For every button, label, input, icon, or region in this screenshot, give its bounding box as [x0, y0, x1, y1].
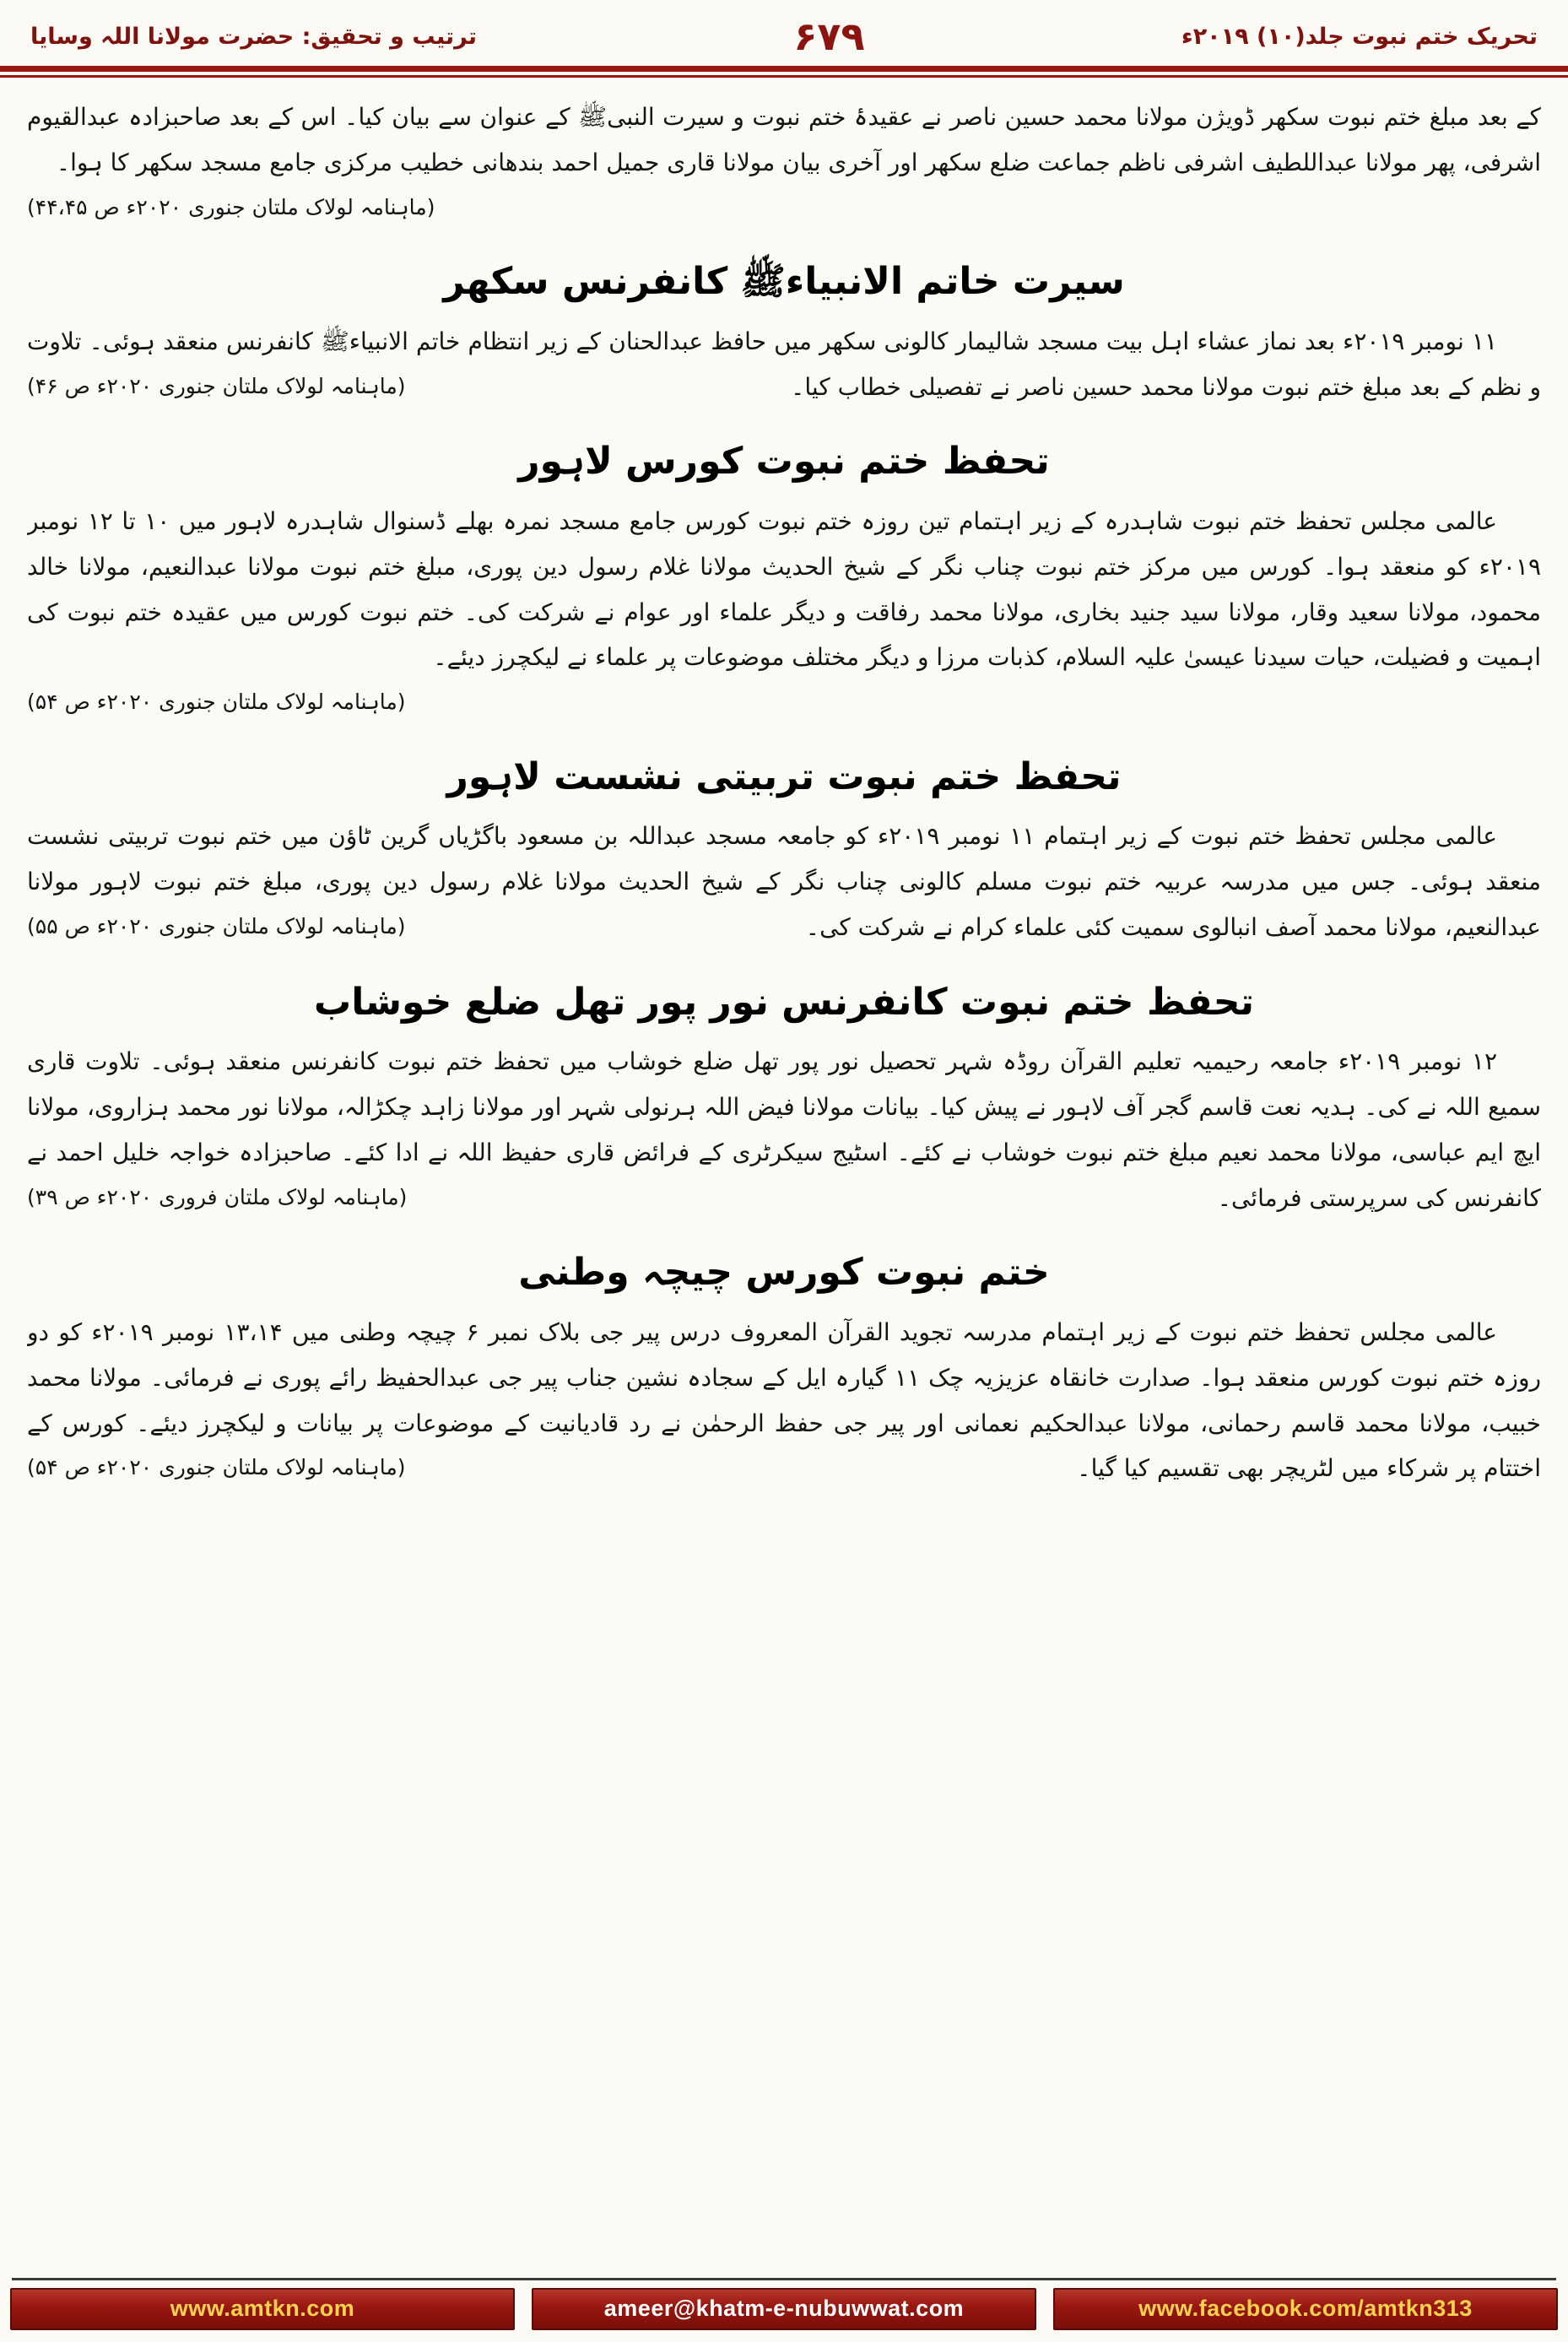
citation: (ماہنامہ لولاک ملتان جنوری ۲۰۲۰ء ص ۴۶): [27, 373, 406, 398]
paragraph: [27, 319, 1541, 410]
paragraph: [27, 1039, 1541, 1220]
paragraph: [27, 1310, 1541, 1491]
paragraph-text: کے بعد مبلغ ختم نبوت سکھر ڈویژن مولانا محمد حسین ناصر نے عقیدۂ ختم نبوت و سیرت النبیﷺ کے عنوان سے بیان کیا۔ اس کے بعد صاحبزادہ عبدالقیوم اشرفی، پھر مولانا عبداللطیف اشرفی ناظم جماعت ضلع سکھر اور آخری بیان مولانا قاری جمیل احمد بندھانی خطیب مرکزی جامع مسجد سکھر کا ہوا۔: [27, 103, 1541, 176]
paragraph: [27, 814, 1541, 949]
section-seerat-conference-sukkur: [27, 255, 1541, 409]
page-header: [0, 0, 1568, 62]
section-tarbiyati-nashist-lahore: [27, 750, 1541, 950]
footer-email-bar: ameer@khatm-e-nubuwwat.com: [532, 2288, 1036, 2330]
header-rule-thick: [0, 66, 1568, 72]
paragraph-text: عالمی مجلس تحفظ ختم نبوت کے زیر اہتمام ۱۱ نومبر ۲۰۱۹ء کو جامعہ مسجد عبداللہ بن مسعود باگڑیاں گرین ٹاؤن میں ختم نبوت تربیتی نشست منعقد ہوئی۔ جس میں مدرسہ عربیہ ختم نبوت مسلم کالونی چناب نگر کے شیخ الحدیث مولانا غلام رسول دین پوری، مبلغ ختم نبوت لاہور مولانا عبدالنعیم، مولانا محمد آصف انبالوی سمیت کئی علماء کرام نے شرکت کی۔: [27, 822, 1541, 941]
paragraph: [27, 499, 1541, 725]
page-footer: [0, 2278, 1568, 2342]
section-heading: تحفظ ختم نبوت کورس لاہور: [518, 440, 1050, 484]
footer-rule: [12, 2278, 1556, 2280]
section-heading: ختم نبوت کورس چیچہ وطنی: [518, 1251, 1050, 1295]
page-body: [0, 83, 1568, 2278]
footer-website-bar: www.amtkn.com: [10, 2288, 515, 2330]
header-volume-title: تحریک ختم نبوت جلد(۱۰) ۲۰۱۹ء: [1181, 23, 1538, 50]
section-heading: تحفظ ختم نبوت تربیتی نشست لاہور: [446, 755, 1122, 798]
header-editor-title: ترتیب و تحقیق: حضرت مولانا اللہ وسایا: [30, 23, 478, 50]
section-heading: سیرت خاتم الانبیاءﷺ کانفرنس سکھر: [443, 260, 1125, 303]
section-heading: تحفظ ختم نبوت کانفرنس نور پور تھل ضلع خوشاب: [314, 980, 1254, 1024]
section-course-chichawatni: [27, 1246, 1541, 1491]
citation: (ماہنامہ لولاک ملتان جنوری ۲۰۲۰ء ص ۵۵): [27, 913, 406, 938]
citation: (ماہنامہ لولاک ملتان جنوری ۲۰۲۰ء ص ۵۴): [27, 1455, 406, 1480]
paragraph-text: ۱۱ نومبر ۲۰۱۹ء بعد نماز عشاء اہل بیت مسجد شالیمار کالونی سکھر میں حافظ عبدالحنان کے زیر انتظام خاتم الانبیاءﷺ کانفرنس منعقد ہوئی۔ تلاوت و نظم کے بعد مبلغ ختم نبوت مولانا محمد حسین ناصر نے تفصیلی خطاب کیا۔: [27, 327, 1541, 401]
citation: (ماہنامہ لولاک ملتان فروری ۲۰۲۰ء ص ۳۹): [27, 1184, 408, 1209]
footer-bars: [10, 2288, 1558, 2330]
section-conference-khushab: [27, 976, 1541, 1221]
paragraph-text: عالمی مجلس تحفظ ختم نبوت کے زیر اہتمام مدرسہ تجوید القرآن المعروف درس پیر جی بلاک نمبر ۶ چیچہ وطنی میں ۱۳،۱۴ نومبر ۲۰۱۹ء کو دو روزہ ختم نبوت کورس منعقد ہوا۔ صدارت خانقاہ عزیزیہ چک ۱۱ گیارہ ایل کے سجادہ نشین جناب پیر جی عبدالحفیظ رائے پوری نے فرمائی۔ مولانا محمد خبیب، مولانا محمد قاسم رحمانی، مولانا عبدالحکیم نعمانی اور پیر جی حفظ الرحمٰن نے رد قادیانیت کے موضوعات پر بیانات و لیکچرز دیئے۔ کورس کے اختتام پر شرکاء میں لٹریچر بھی تقسیم کیا گیا۔: [27, 1318, 1541, 1483]
paragraph-text: عالمی مجلس تحفظ ختم نبوت شاہدرہ کے زیر اہتمام تین روزہ ختم نبوت کورس جامع مسجد نمرہ بھلے ڈسنوال شاہدرہ لاہور میں ۱۰ تا ۱۲ نومبر ۲۰۱۹ء کو منعقد ہوا۔ کورس میں مرکز ختم نبوت چناب نگر کے شیخ الحدیث مولانا غلام رسول دین پوری، مبلغ ختم نبوت مولانا عبدالنعیم، مولانا خالد محمود، مولانا سعید وقار، مولانا سید جنید بخاری، مولانا محمد رفاقت و دیگر علماء اور عوام نے شرکت کی۔ ختم نبوت کورس میں عقیدہ ختم نبوت کی اہمیت و فضیلت، حیات سیدنا عیسیٰ علیہ السلام، کذبات مرزا و دیگر مختلف موضوعات پر علماء نے لیکچرز دیئے۔: [27, 507, 1541, 672]
header-rule-thin: [0, 75, 1568, 78]
citation: (ماہنامہ لولاک ملتان جنوری ۲۰۲۰ء ص ۴۴،۴۵): [27, 194, 435, 219]
page-number: ۶۷۹: [793, 14, 865, 59]
section-course-lahore: [27, 435, 1541, 724]
citation: (ماہنامہ لولاک ملتان جنوری ۲۰۲۰ء ص ۵۴): [27, 690, 406, 715]
footer-facebook-bar: www.facebook.com/amtkn313: [1053, 2288, 1558, 2330]
section-continuation: [27, 95, 1541, 230]
paragraph-text: ۱۲ نومبر ۲۰۱۹ء جامعہ رحیمیہ تعلیم القرآن روڈہ شہر تحصیل نور پور تھل ضلع خوشاب میں تحفظ ختم نبوت کانفرنس منعقد ہوئی۔ تلاوت قاری سمیع اللہ نے کی۔ ہدیہ نعت قاسم گجر آف لاہور نے پیش کیا۔ بیانات مولانا فیض اللہ ہرنولی شہر اور مولانا زاہد چکڑالہ، مولانا نور محمد ہزاروی، مولانا ایچ ایم عباسی، مولانا محمد نعیم مبلغ ختم نبوت خوشاب نے کئے۔ اسٹیج سیکرٹری کے فرائض قاری حفیظ اللہ نے ادا کئے۔ صاحبزادہ خواجہ خلیل احمد نے کانفرنس کی سرپرستی فرمائی۔: [27, 1047, 1541, 1212]
paragraph: [27, 95, 1541, 230]
